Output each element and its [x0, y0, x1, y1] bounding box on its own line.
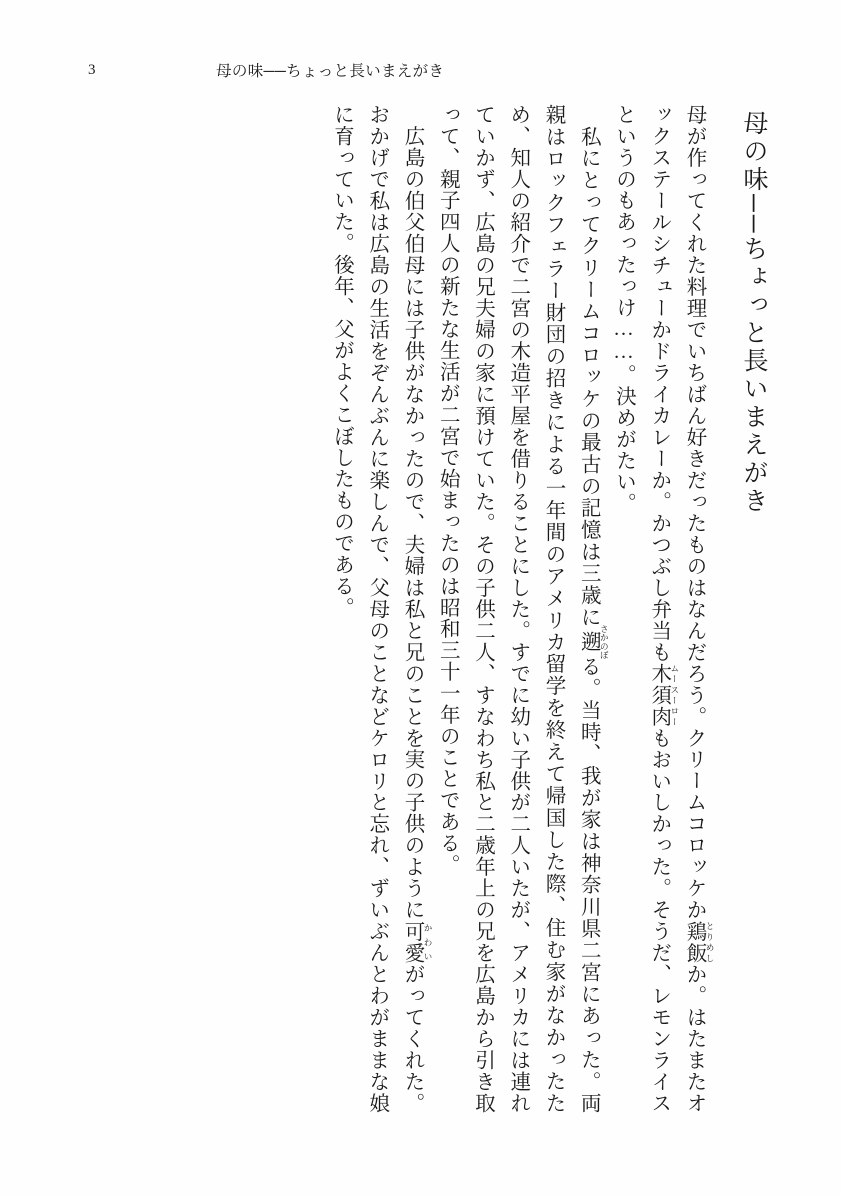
page-body — [74, 104, 774, 1124]
page-number: 3 — [88, 61, 97, 78]
running-header — [88, 58, 753, 82]
ruby-kawai: 可愛 かわい — [401, 920, 433, 964]
chapter-title: 母の味──ちょっと長いまえがき — [740, 110, 767, 516]
ruby-musuro: 木須肉 ムースーロー — [647, 662, 680, 728]
ruby-torimeshi: 鶏飯 とりめし — [683, 920, 715, 964]
body-text: 母が作ってくれた料理でいちばん好きだったものはなんだろう。クリームコロッケか鶏飯 とりめしか。はたまたオックステールシチューかドライカレーか。かつぶし弁当も木須肉 ムースーローもおいしかった。そうだ、レモンライスというのもあったっけ……。決めがたい。 私にとってクリームコロッケの最古の記憶は三歳に遡 さかのぼる。当時、我が家は神奈川県二宮にあった。両親はロックフェラー財団の招きによる一年間のアメリカ留学を終えて帰国した際、住む家がなかったため、知人の紹介で二宮の木造平屋を借りることにした。すでに幼い子供が二人いたが、アメリカには連れていかず、広島の兄夫婦の家に預けていた。その子供二人、すなわち私と二歳年上の兄を広島から引き取って、親子四人の新たな生活が二宮で始まったのは昭和三十一年のことである。 広島の伯父伯母には子供がなかったので、夫婦は私と兄のことを実の子供のように可愛 かわいがってくれた。おかげで私は広島の生活をぞんぶんに楽しんで、父母のことなどケロリと忘れ、ずいぶんとわがままな娘に育っていた。後年、父がよくこぼしたものである。 — [330, 104, 715, 1115]
ruby-sakanobo: 遡 さかのぼ — [577, 624, 610, 660]
running-head-title: 母の味──ちょっと長いまえがき — [216, 63, 445, 80]
